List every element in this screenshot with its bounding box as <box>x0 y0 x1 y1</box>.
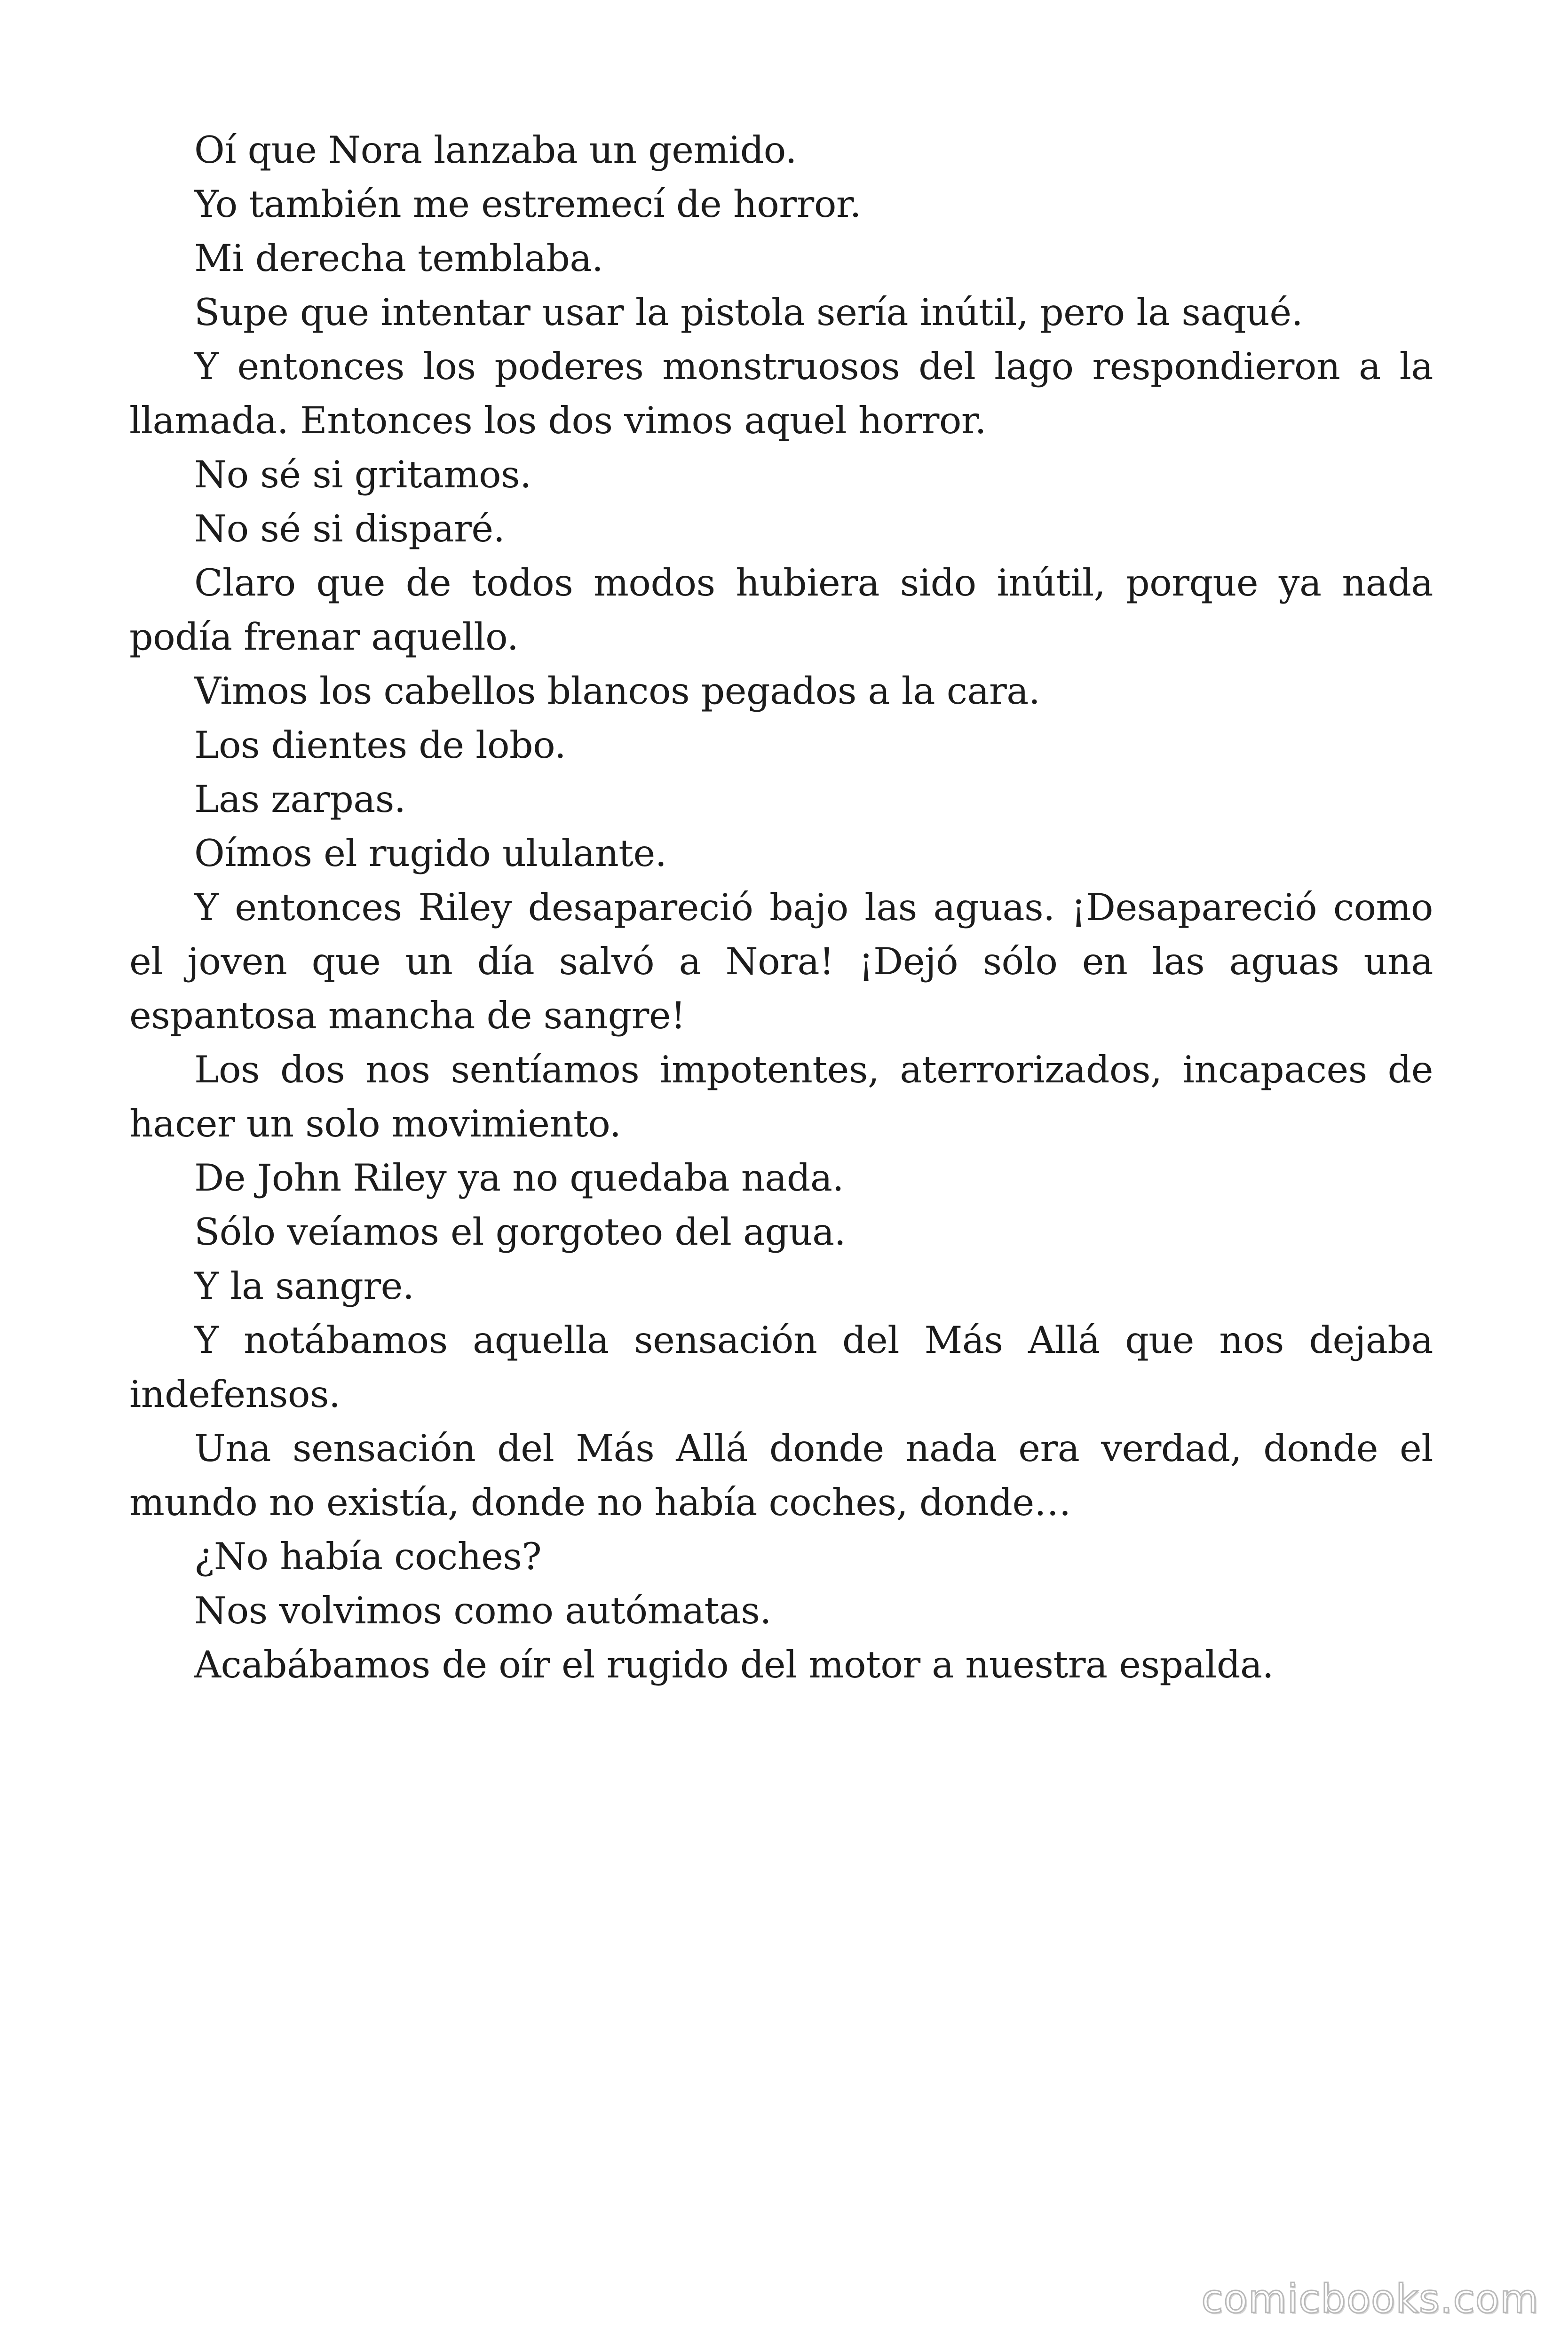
paragraph: Una sensación del Más Allá donde nada era verdad, donde el mundo no existía, donde no había coches, donde… <box>129 1427 1433 1524</box>
paragraph: No sé si gritamos. <box>194 453 531 496</box>
paragraph: Acabábamos de oír el rugido del motor a nuestra espalda. <box>194 1643 1274 1686</box>
paragraph: Los dientes de lobo. <box>194 723 566 767</box>
paragraph: Los dos nos sentíamos impotentes, aterrorizados, incapaces de hacer un solo movimiento. <box>129 1048 1433 1145</box>
paragraph: ¿No había coches? <box>194 1535 542 1578</box>
paragraph: Sólo veíamos el gorgoteo del agua. <box>194 1210 846 1254</box>
paragraph: Y notábamos aquella sensación del Más Allá que nos dejaba indefensos. <box>129 1319 1433 1416</box>
paragraph: Claro que de todos modos hubiera sido inútil, porque ya nada podía frenar aquello. <box>129 561 1433 659</box>
paragraph: Y la sangre. <box>194 1264 414 1308</box>
paragraph: Nos volvimos como autómatas. <box>194 1589 772 1632</box>
paragraph: Yo también me estremecí de horror. <box>194 183 862 226</box>
paragraph: Supe que intentar usar la pistola sería inútil, pero la saqué. <box>194 291 1303 334</box>
paragraph: Las zarpas. <box>194 778 406 821</box>
paragraph: Y entonces Riley desapareció bajo las aguas. ¡Desapareció como el joven que un día salvó a Nora! ¡Dejó sólo en las aguas una espantosa mancha de sangre! <box>129 886 1433 1037</box>
paragraph: De John Riley ya no quedaba nada. <box>194 1156 844 1200</box>
paragraph: Mi derecha temblaba. <box>194 237 603 280</box>
paragraph: Y entonces los poderes monstruosos del lago respondieron a la llamada. Entonces los dos vimos aquel horror. <box>129 345 1433 442</box>
paragraph: Oí que Nora lanzaba un gemido. <box>194 128 797 172</box>
paragraph: Vimos los cabellos blancos pegados a la cara. <box>194 669 1040 713</box>
page-body-text <box>129 123 1433 1692</box>
site-watermark: comicbooks.com <box>1201 2276 1539 2322</box>
paragraph: Oímos el rugido ululante. <box>194 832 667 875</box>
paragraph: No sé si disparé. <box>194 507 505 550</box>
